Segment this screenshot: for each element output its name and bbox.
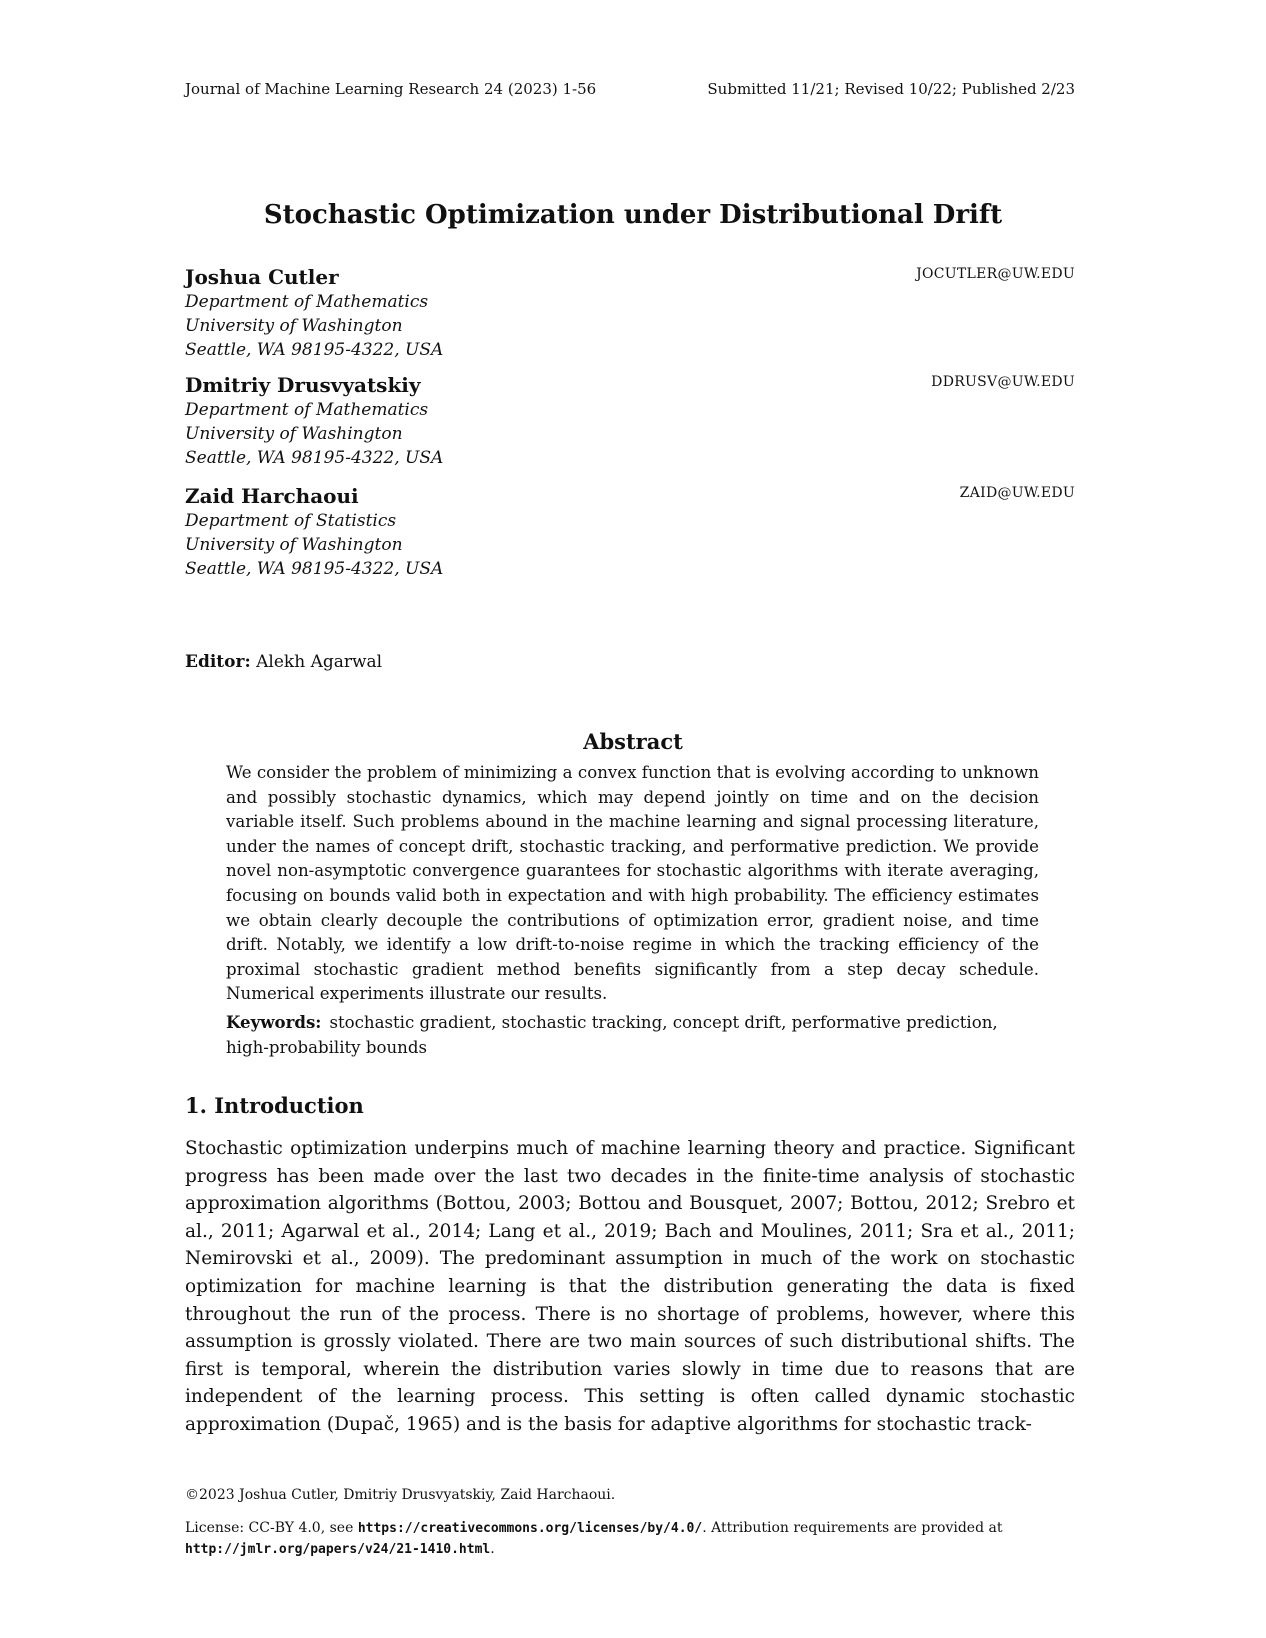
author-block <box>185 264 1075 362</box>
keywords-label: Keywords: <box>226 1012 322 1032</box>
submission-dates: Submitted 11/21; Revised 10/22; Published 2/23 <box>707 80 1075 98</box>
keywords-line <box>226 1010 1039 1060</box>
copyright-notice: ©2023 Joshua Cutler, Dmitriy Drusvyatskiy, Zaid Harchaoui. <box>185 1487 616 1503</box>
author-name: Joshua Cutler <box>185 265 339 289</box>
author-university: University of Washington <box>185 535 403 555</box>
editor-line <box>185 652 382 672</box>
author-department: Department of Mathematics <box>185 400 429 420</box>
attribution-link[interactable]: http://jmlr.org/papers/v24/21-1410.html <box>185 1542 491 1557</box>
license-prefix: License: CC-BY 4.0, see <box>185 1520 358 1536</box>
author-department: Department of Statistics <box>185 511 397 531</box>
license-notice <box>185 1518 1075 1560</box>
author-address: Seattle, WA 98195-4322, USA <box>185 448 444 468</box>
abstract-heading: Abstract <box>583 729 683 754</box>
author-address: Seattle, WA 98195-4322, USA <box>185 340 444 360</box>
section-heading: 1. Introduction <box>185 1093 364 1118</box>
keywords-text: stochastic gradient, stochastic tracking, concept drift, performative prediction, high-probability bounds <box>226 1013 998 1057</box>
license-middle: . Attribution requirements are provided at <box>702 1520 1003 1536</box>
author-block <box>185 372 1075 470</box>
editor-name: Alekh Agarwal <box>256 652 383 672</box>
editor-label: Editor: <box>185 652 251 672</box>
author-university: University of Washington <box>185 316 403 336</box>
author-name: Zaid Harchaoui <box>185 484 359 508</box>
author-address: Seattle, WA 98195-4322, USA <box>185 559 444 579</box>
paper-title: Stochastic Optimization under Distributional Drift <box>263 200 1003 230</box>
license-suffix: . <box>490 1541 495 1557</box>
author-university: University of Washington <box>185 424 403 444</box>
author-department: Department of Mathematics <box>185 292 429 312</box>
author-block <box>185 483 1075 581</box>
license-link[interactable]: https://creativecommons.org/licenses/by/4.0/ <box>357 1521 703 1536</box>
author-email: DDRUSV@UW.EDU <box>931 374 1075 390</box>
introduction-text: Stochastic optimization underpins much of machine learning theory and practice. Significant progress has been made over the last two decades in the finite-time analysis of stochastic approximation algorithms (Bottou, 2003; Bottou and Bousquet, 2007; Bottou, 2012; Srebro et al., 2011; Agarwal et al., 2014; Lang et al., 2019; Bach and Moulines, 2011; Sra et al., 2011; Nemirovski et al., 2009). The predominant assumption in much of the work on stochastic optimization for machine learning is that the distribution generating the data is fixed throughout the run of the process. There is no shortage of problems, however, where this assumption is grossly violated. There are two main sources of such distributional shifts. The first is temporal, wherein the distribution varies slowly in time due to reasons that are independent of the learning process. This setting is often called dynamic stochastic approximation (Dupač, 1965) and is the basis for adaptive algorithms for stochastic track- <box>185 1138 1075 1435</box>
abstract-text: We consider the problem of minimizing a convex function that is evolving according to unknown and possibly stochastic dynamics, which may depend jointly on time and on the decision variable itself. Such problems abound in the machine learning and signal processing literature, under the names of concept drift, stochastic tracking, and performative prediction. We provide novel non-asymptotic convergence guarantees for stochastic algorithms with iterate averaging, focusing on bounds valid both in expectation and with high probability. The efficiency estimates we obtain clearly decouple the contributions of optimization error, gradient noise, and time drift. Notably, we identify a low drift-to-noise regime in which the tracking efficiency of the proximal stochastic gradient method benefits significantly from a step decay schedule. Numerical experiments illustrate our results. <box>226 763 1039 1004</box>
author-name: Dmitriy Drusvyatskiy <box>185 373 421 397</box>
author-email: JOCUTLER@UW.EDU <box>916 266 1075 282</box>
journal-header: Journal of Machine Learning Research 24 (2023) 1-56 <box>185 80 597 98</box>
author-email: ZAID@UW.EDU <box>959 485 1075 501</box>
